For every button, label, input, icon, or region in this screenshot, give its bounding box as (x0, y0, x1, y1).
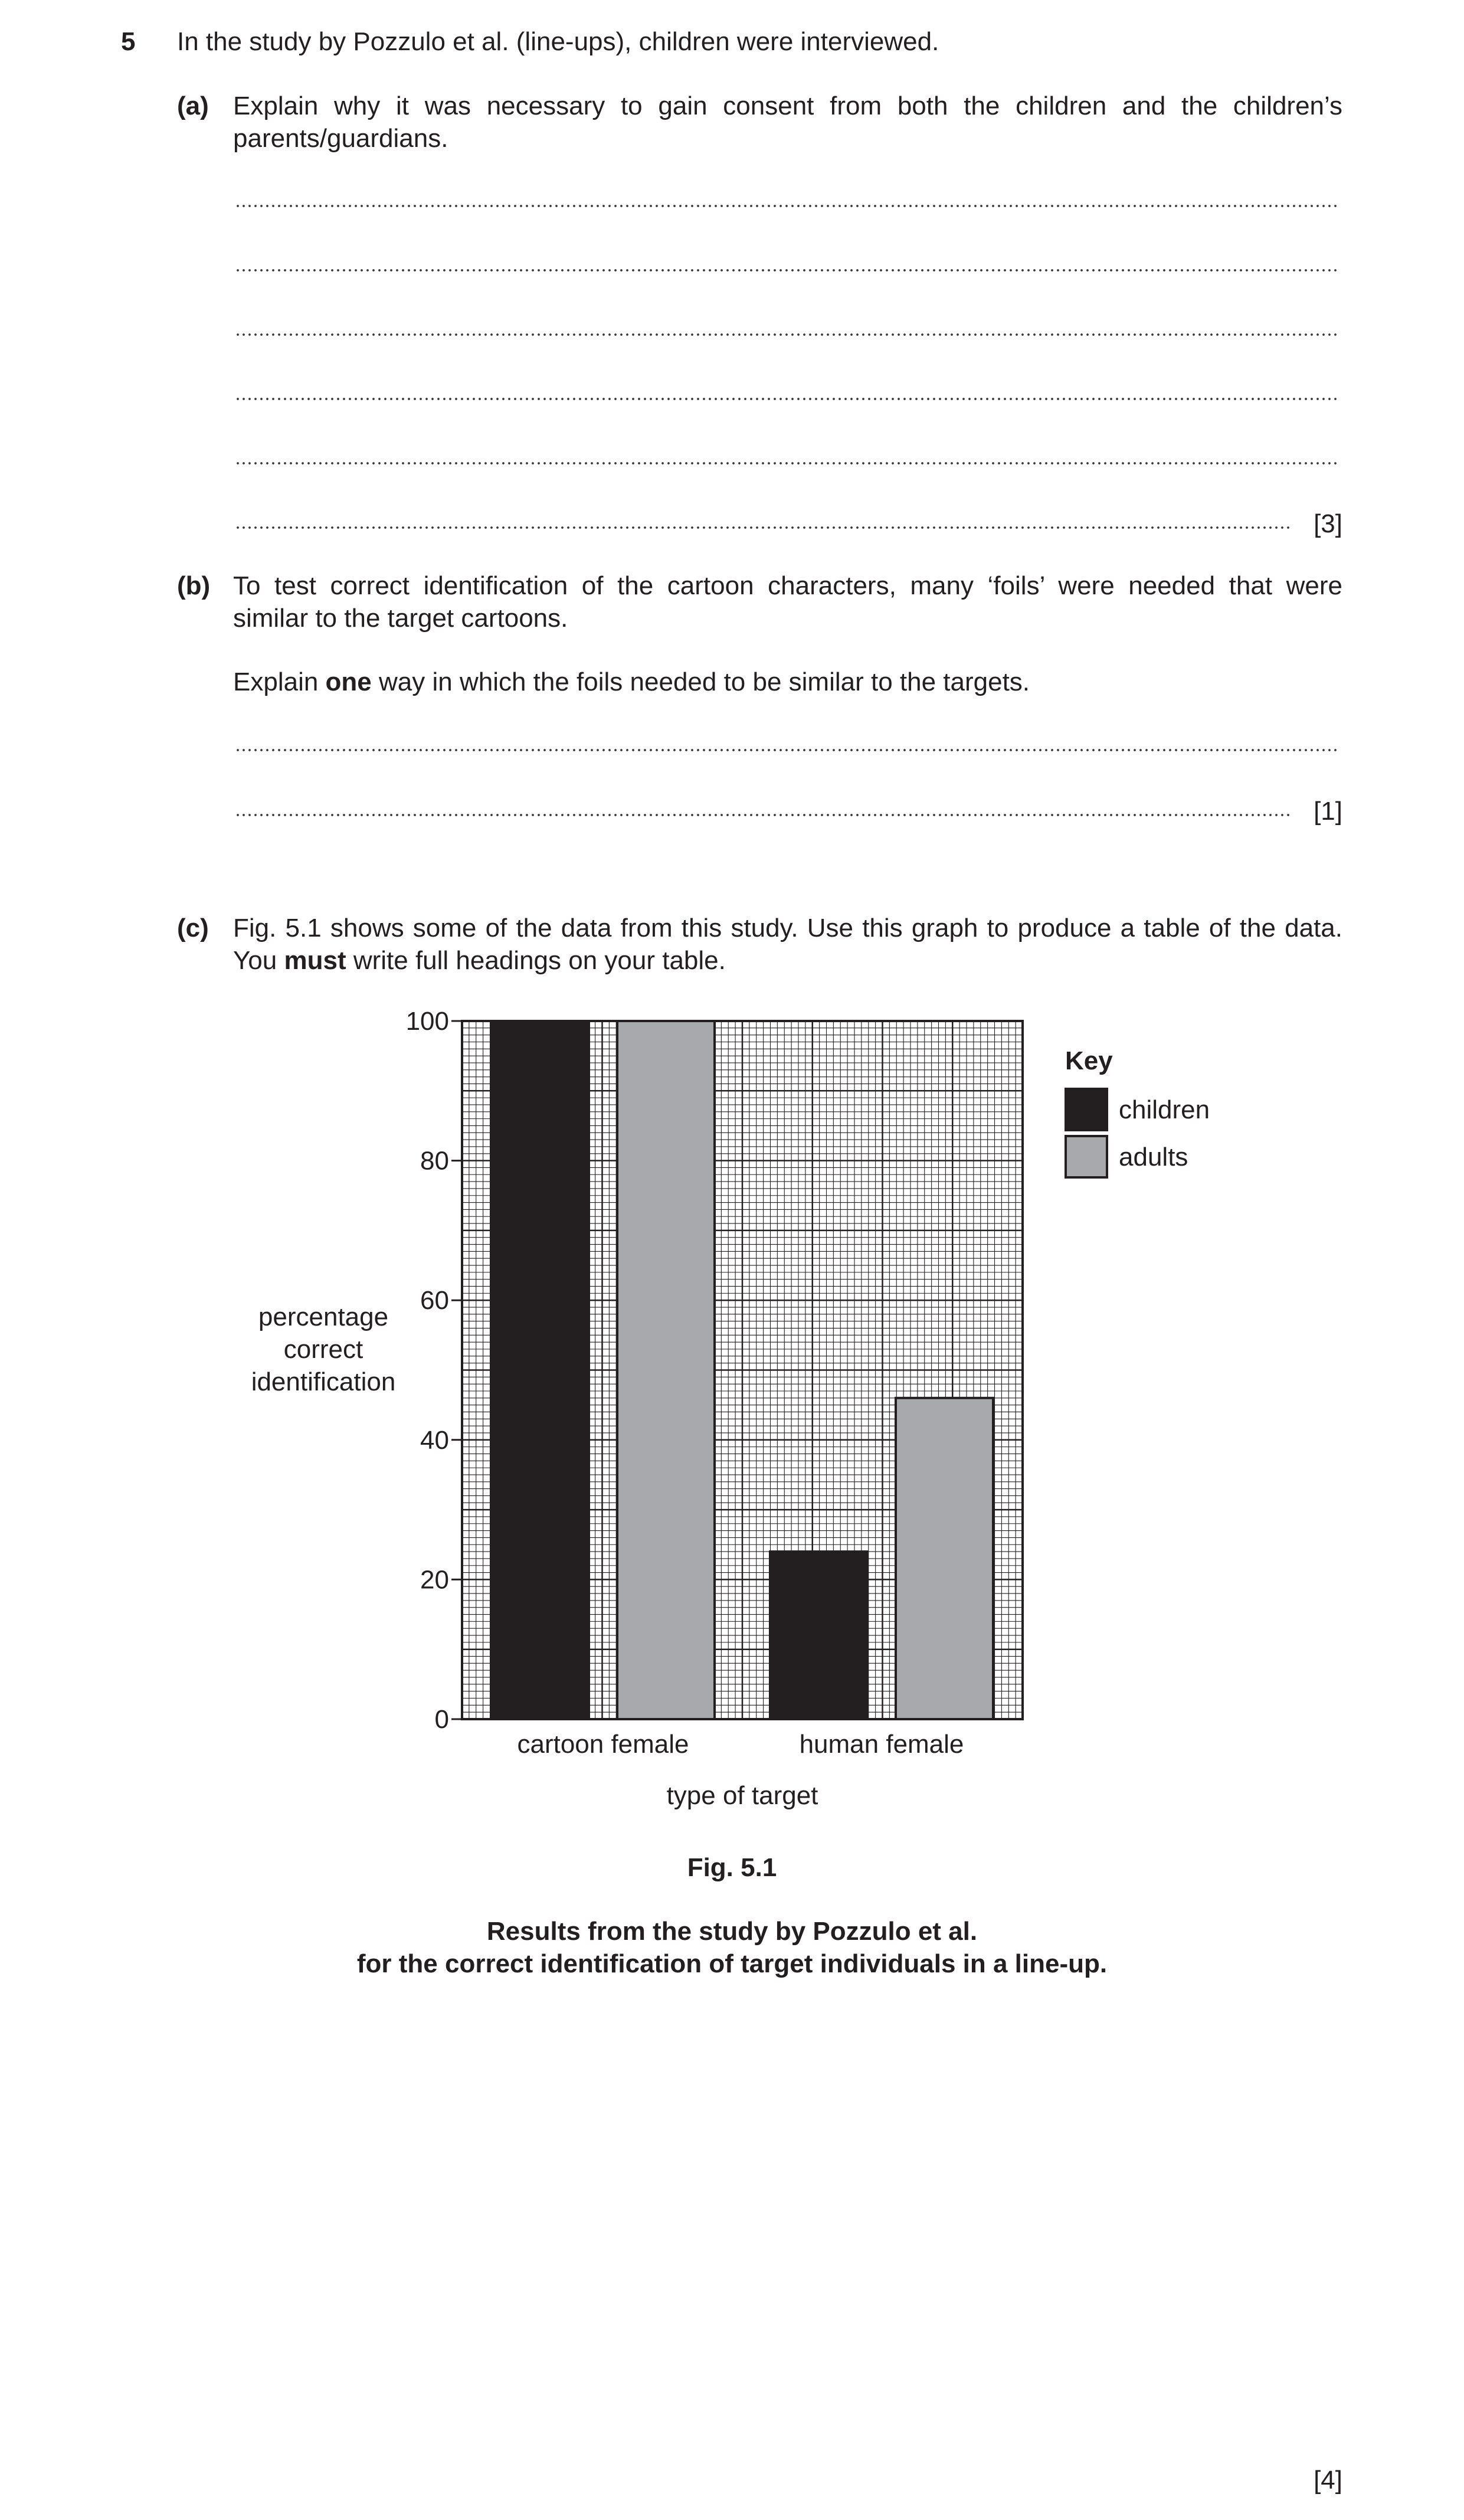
figure-label: Fig. 5.1 (687, 1853, 777, 1882)
x-axis-title: type of target (666, 1781, 818, 1810)
chart-legend (1065, 1046, 1210, 1177)
part-c-line2-bold: must (284, 946, 346, 975)
bar-adults-cartoon-female (617, 1021, 715, 1719)
part-a-question-line1: Explain why it was necessary to gain consent from both the children and the children’s (233, 91, 1342, 120)
part-a-label: (a) (177, 91, 209, 120)
bar-children-human-female (770, 1552, 867, 1719)
part-b-instruction-bold: one (325, 667, 372, 696)
y-tick-label: 0 (434, 1705, 449, 1734)
part-b-label: (b) (177, 571, 211, 600)
part-b-marks: [1] (1314, 797, 1342, 826)
part-b-instruction-pre: Explain (233, 667, 326, 696)
legend-swatch-adults (1066, 1136, 1107, 1177)
question-intro: In the study by Pozzulo et al. (line-ups), children were interviewed. (177, 27, 939, 56)
question-number: 5 (121, 27, 136, 56)
part-a-question-line2: parents/guardians. (233, 124, 448, 153)
legend-label-adults: adults (1119, 1143, 1188, 1171)
figure-caption-line2: for the correct identification of target individuals in a line-up. (356, 1949, 1108, 1978)
y-tick-label: 100 (405, 1007, 449, 1036)
part-b-question-line2: similar to the target cartoons. (233, 604, 568, 633)
legend-swatch-children (1066, 1089, 1107, 1130)
part-c-label: (c) (177, 914, 209, 942)
bar-adults-human-female (896, 1398, 993, 1719)
bar-children-cartoon-female (492, 1021, 589, 1719)
part-c-marks: [4] (1314, 2466, 1342, 2495)
y-tick-label: 80 (420, 1146, 449, 1176)
part-a-marks: [3] (1314, 509, 1342, 538)
legend-label-children: children (1119, 1095, 1210, 1124)
legend-title: Key (1065, 1046, 1113, 1075)
y-axis-title-line: correct (283, 1335, 363, 1364)
part-c-line2-pre: You (233, 946, 284, 975)
y-tick-label: 60 (420, 1286, 449, 1315)
y-tick-label: 20 (420, 1565, 449, 1595)
part-c-question-line1: Fig. 5.1 shows some of the data from this study. Use this graph to produce a table of the data. (233, 914, 1342, 942)
y-tick-label: 40 (420, 1425, 449, 1455)
figure-caption-line1: Results from the study by Pozzulo et al. (486, 1917, 978, 1946)
y-axis-title-line: identification (251, 1367, 396, 1396)
part-b-instruction-post: way in which the foils needed to be similar to the targets. (371, 667, 1030, 696)
part-b-question-line1: To test correct identification of the cartoon characters, many ‘foils’ were needed that were (233, 571, 1342, 600)
x-category-label: human female (799, 1730, 964, 1759)
x-category-label: cartoon female (517, 1730, 689, 1759)
y-axis-title-line: percentage (258, 1302, 389, 1331)
part-c-line2-post: write full headings on your table. (346, 946, 726, 975)
